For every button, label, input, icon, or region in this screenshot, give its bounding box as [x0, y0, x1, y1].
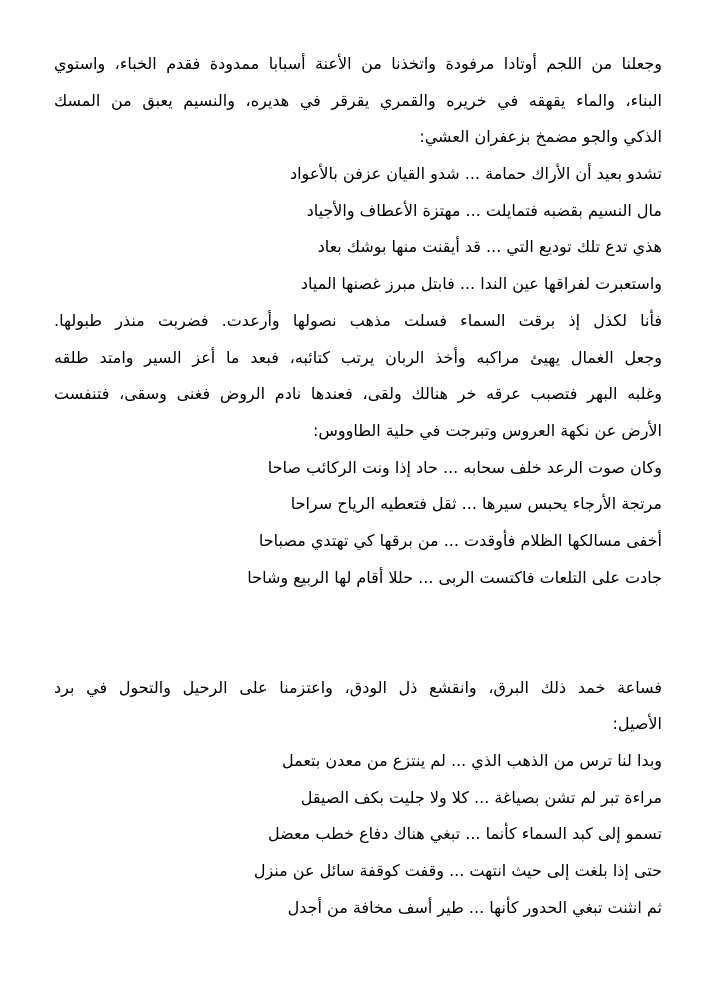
verse-line: مال النسيم بقضبه فتمايلت ... مهتزة الأعطاف والأجياد	[306, 200, 662, 220]
prose-line: فساعة خمد ذلك البرق، وانقشع ذل الودق، واعتزمنا على الرحيل والتحول في برد	[54, 677, 662, 697]
section-gap	[54, 596, 662, 669]
prose-line: الأرض عن نكهة العروس وتبرجت في حلية الطاووس:	[312, 420, 662, 440]
prose-line: الأصيل:	[612, 714, 662, 734]
verse-line: حتى إذا بلغت إلى حيث انتهت ... وقفت كوقفة سائل عن منزل	[253, 861, 662, 881]
verse-line: تشدو بعيد أن الأراك حمامة ... شدو القيان عزفن بالأعواد	[289, 164, 662, 184]
verse-line: هذي تدع تلك توديع التي ... قد أيقنت منها بوشك بعاد	[317, 237, 662, 257]
prose-line: وغلبه البهر فتصبب عرقه خر هنالك ولقى، فعندها نادم الروض فغنى وسقى، فتنفست	[54, 384, 662, 404]
prose-line: البناء، والماء يقهقه في خريره والقمري يقرقر في هديره، والنسيم يعبق من المسك	[54, 90, 662, 110]
verse-line: وبدا لنا ترس من الذهب الذي ... لم ينتزع من معدن بتعمل	[281, 751, 662, 771]
verse-line: مراءة تبر لم تشن بصياغة ... كلا ولا جليت بكف الصيقل	[300, 787, 662, 807]
prose-line: فأنا لكذل إذ برقت السماء فسلت مذهب نصولها وأرعدت. فضربت منذر طبولها.	[54, 310, 662, 330]
verse-line: جادت على التلعات فاكتست الربى ... حللا أقام لها الربيع وشاحا	[247, 567, 662, 587]
verse-line: وكان صوت الرعد خلف سحابه ... حاد إذا ونت الركائب صاحا	[267, 457, 662, 477]
prose-line: وجعلنا من اللجم أوتادا مرفودة واتخذنا من الأعنة أسبابا ممدودة فقدم الخباء، واستوي	[54, 54, 662, 73]
prose-line: وجعل الغمال يهيئ مراكبه وأخذ الربان يرتب كتائبه، فبعد ما أعز السير وامتد طلقه	[54, 347, 662, 367]
prose-line: الذكي والجو مضمخ بزعفران العشي:	[419, 127, 662, 147]
verse-line: تسمو إلى كبد السماء كأنما ... تبغي هناك دفاع خطب معضل	[267, 824, 662, 844]
verse-line: ثم انثنت تبغي الحدور كأنها ... طير أسف مخافة من أجدل	[287, 897, 662, 917]
verse-line: مرتجة الأرجاء يحبس سيرها ... ثقل فتعطيه الرياح سراحا	[290, 494, 662, 514]
verse-line: واستعبرت لفراقها عين الندا ... فابتل مبرز غصنها المياد	[300, 274, 662, 294]
verse-line: أخفى مسالكها الظلام فأوقدت ... من برقها كي تهتدي مصباحا	[258, 530, 662, 550]
